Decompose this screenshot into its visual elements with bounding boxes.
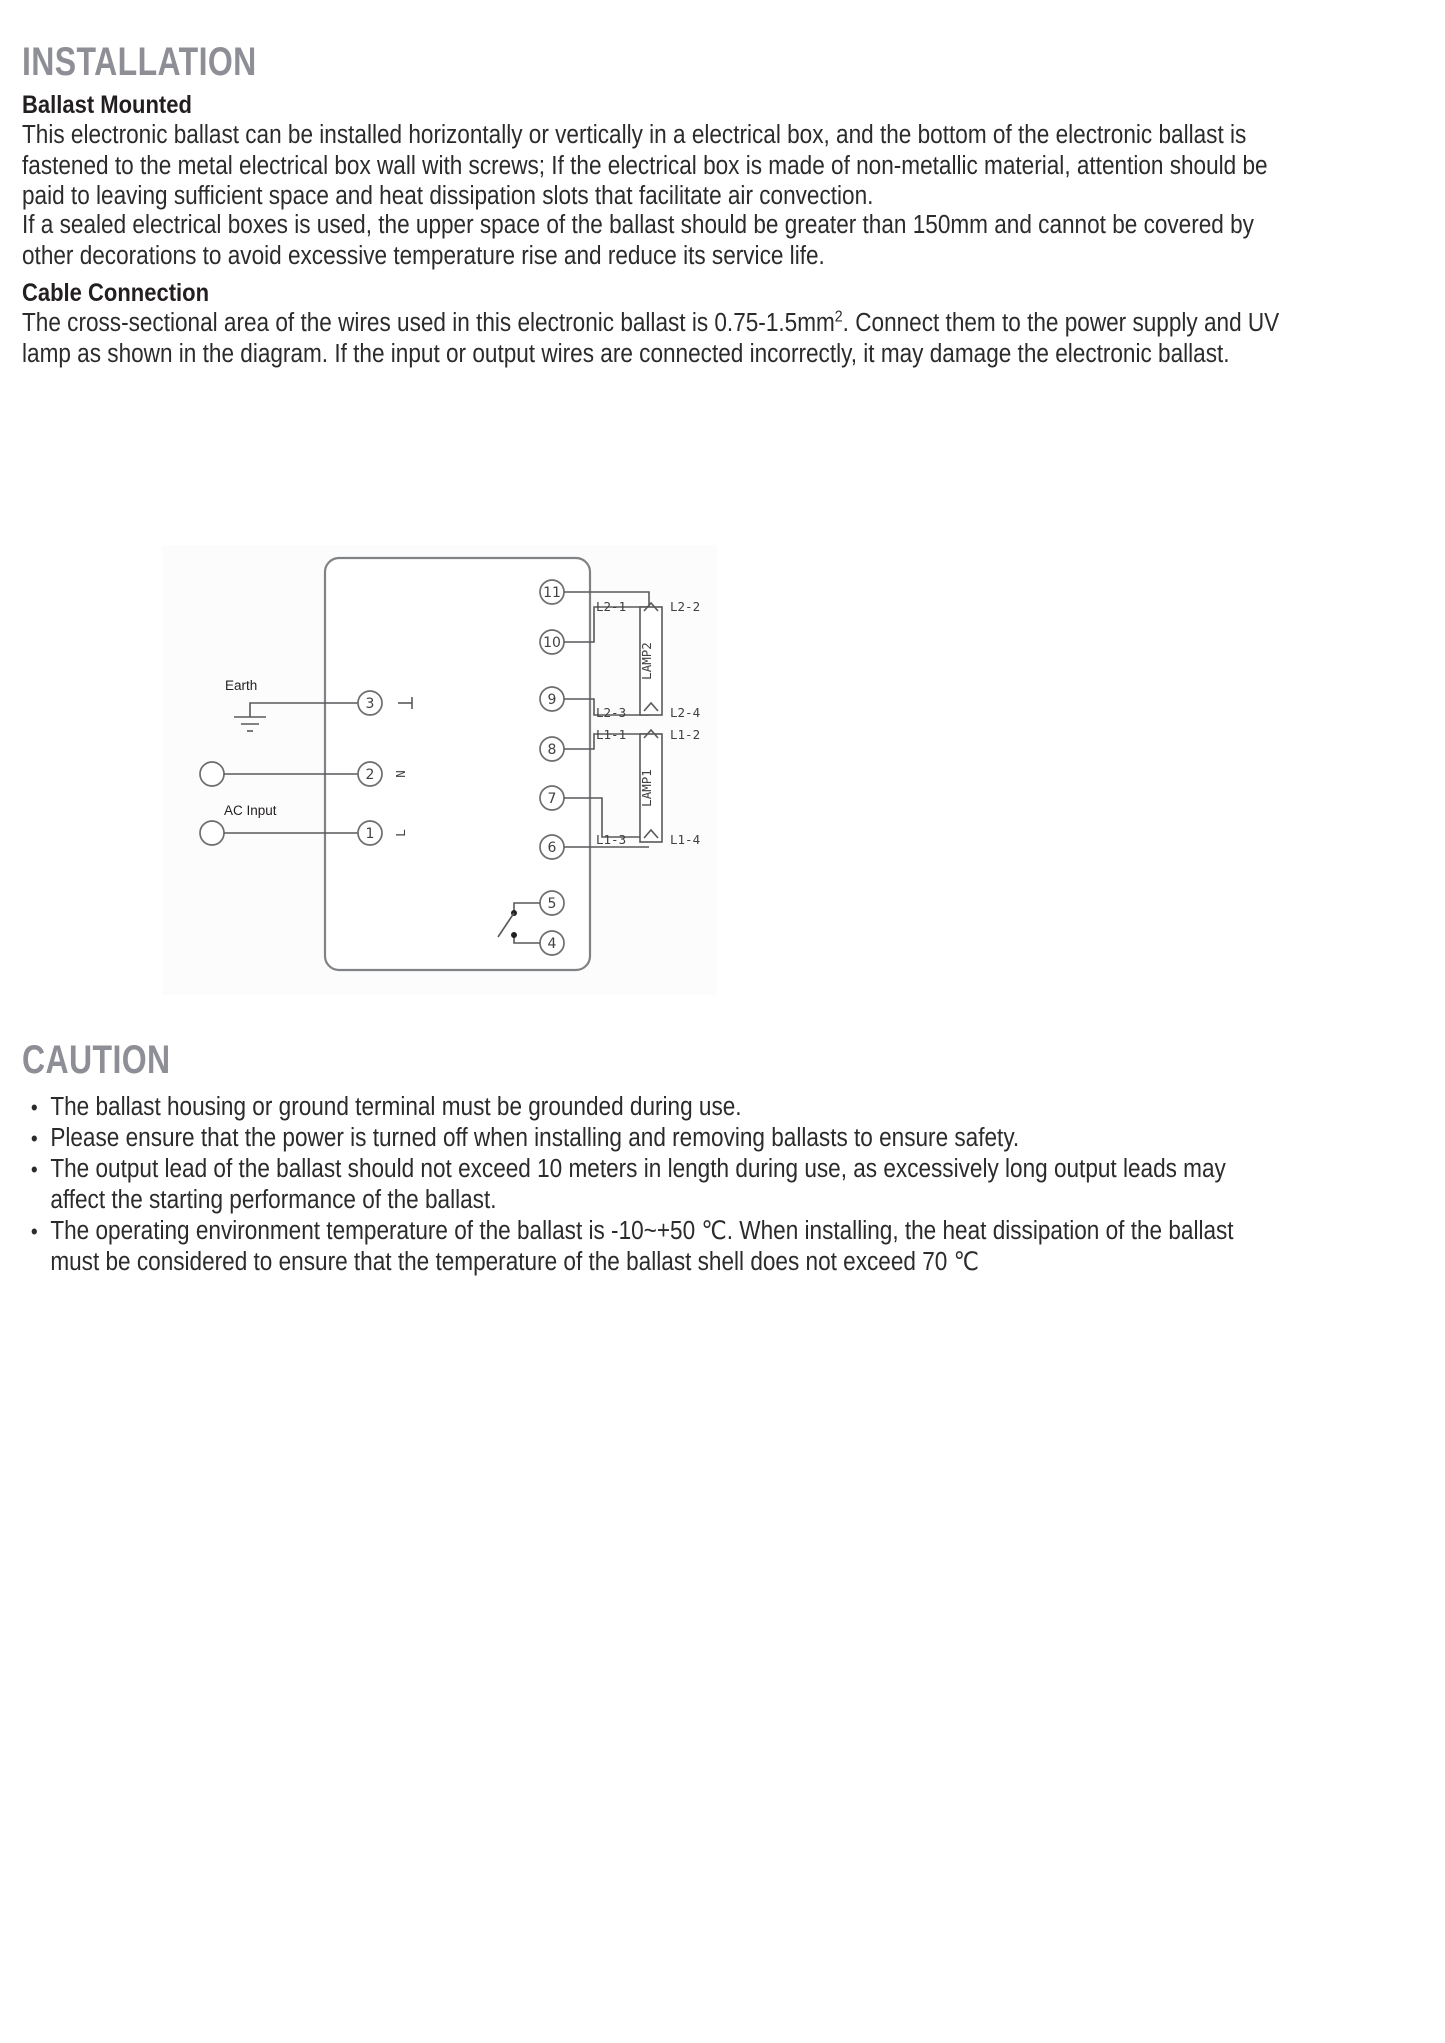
cable-paragraph-suffix: . Connect them to the power supply and UV lamp as shown in the diagram. If the input or output wires are connected incorrectly, it may damage the electronic ballast. xyxy=(22,309,1280,368)
terminal-11-number: 11 xyxy=(543,585,561,601)
terminal-7-number: 7 xyxy=(547,791,557,807)
wiring-diagram xyxy=(162,545,717,995)
lamp1-terminal-l1-3: L1-3 xyxy=(596,832,627,847)
cable-connection-paragraph xyxy=(22,308,1283,369)
switch-contact-dot-lower xyxy=(511,932,517,938)
ballast-mounted-paragraph-1: This electronic ballast can be installed horizontally or vertically in a electrical box, and the bottom of the electronic ballast is fastened to the metal electrical box wall with screws; If the electrical box is made of non-metallic material, attention should be paid to leaving sufficient space and heat dissipation slots that facilitate air convection. xyxy=(22,121,1268,210)
lamp2-terminal-l2-1: L2-1 xyxy=(596,599,627,614)
terminal-1-number: 1 xyxy=(365,826,375,842)
cable-paragraph-prefix: The cross-sectional area of the wires used in this electronic ballast is 0.75-1.5mm xyxy=(22,309,835,337)
earth-label: Earth xyxy=(225,678,258,693)
lamp2-terminal-l2-4: L2-4 xyxy=(670,705,701,720)
lamp2-label: LAMP2 xyxy=(639,642,654,680)
pin-label-l: L xyxy=(393,829,408,837)
ac-input-l-connector xyxy=(200,821,224,845)
terminal-6-number: 6 xyxy=(547,840,557,856)
installation-section-heading: INSTALLATION xyxy=(22,40,257,84)
pin-label-n: N xyxy=(393,770,408,778)
lamp1-label: LAMP1 xyxy=(639,769,654,807)
cable-connection-subheading: Cable Connection xyxy=(22,279,210,307)
caution-bullet-4: • The operating environment temperature of the ballast is -10~+50 ℃. When installing, the heat dissipation of the ballast must be considered to ensure that the temperature of the ballast shell does not exceed 70 ℃ xyxy=(22,1216,1279,1278)
terminal-3-number: 3 xyxy=(365,696,375,712)
lamp1-terminal-l1-2: L1-2 xyxy=(670,727,701,742)
caution-bullet-3: • The output lead of the ballast should not exceed 10 meters in length during use, as excessively long output leads may affect the starting performance of the ballast. xyxy=(22,1154,1279,1216)
caution-bullet-list xyxy=(22,1092,1279,1278)
lamp1-terminal-l1-4: L1-4 xyxy=(670,832,701,847)
cable-paragraph-superscript: 2 xyxy=(834,308,843,326)
ac-input-n-connector xyxy=(200,762,224,786)
terminal-2-number: 2 xyxy=(365,767,375,783)
lamp2-terminal-l2-3: L2-3 xyxy=(596,705,627,720)
terminal-4-number: 4 xyxy=(547,936,557,952)
terminal-10-number: 10 xyxy=(543,635,561,651)
caution-bullet-2: • Please ensure that the power is turned off when installing and removing ballasts to ensure safety. xyxy=(22,1123,1279,1154)
caution-bullet-1: • The ballast housing or ground terminal must be grounded during use. xyxy=(22,1092,1279,1123)
terminal-5-number: 5 xyxy=(547,896,557,912)
ballast-mounted-paragraph-2: If a sealed electrical boxes is used, the upper space of the ballast should be greater than 150mm and cannot be covered by other decorations to avoid excessive temperature rise and reduce its service life. xyxy=(22,211,1254,270)
terminal-8-number: 8 xyxy=(547,742,557,758)
terminal-9-number: 9 xyxy=(547,692,557,708)
ballast-mounted-subheading: Ballast Mounted xyxy=(22,91,192,119)
lamp1-terminal-l1-1: L1-1 xyxy=(596,727,627,742)
lamp2-terminal-l2-2: L2-2 xyxy=(670,599,701,614)
caution-section-heading: CAUTION xyxy=(22,1038,171,1082)
ac-input-label: AC Input xyxy=(224,803,277,818)
